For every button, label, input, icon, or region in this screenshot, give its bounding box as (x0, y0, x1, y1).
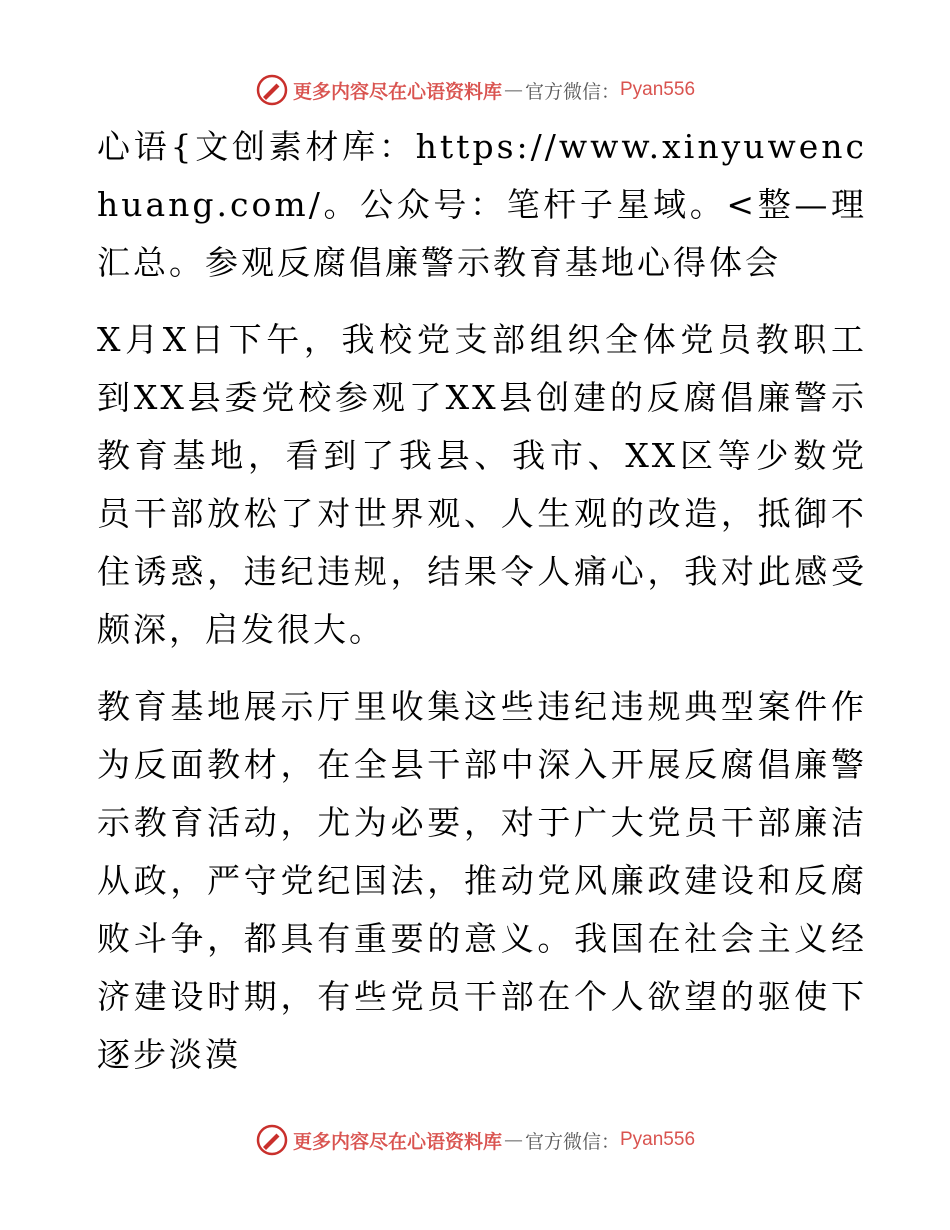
watermark-main-text: 更多内容尽在心语资料库 (292, 1130, 502, 1153)
paragraph-visit: X月X日下午，我校党支部组织全体党员教职工到XX县委党校参观了XX县创建的反腐倡廉警示教育基地，看到了我县、我市、XX区等少数党员干部放松了对世界观、人生观的改造，抵御不住诱惑，违纪违规，结果令人痛心，我对此感受颇深，启发很大。 (97, 320, 867, 649)
watermark-wechat-label: 官方微信： (524, 1130, 620, 1153)
watermark-wechat-id: Pyan556 (620, 1129, 696, 1150)
document-body (97, 118, 867, 1103)
pen-logo-icon (255, 73, 289, 107)
footer-watermark (0, 1120, 950, 1160)
watermark-dash: — (503, 79, 523, 101)
header-watermark (0, 70, 950, 110)
watermark-dash: — (503, 1129, 523, 1151)
watermark-wechat-id: Pyan556 (620, 79, 696, 100)
watermark-wechat-label: 官方微信： (524, 80, 620, 103)
watermark-main-text: 更多内容尽在心语资料库 (292, 80, 502, 103)
pen-logo-icon (255, 1123, 289, 1157)
paragraph-significance: 教育基地展示厅里收集这些违纪违规典型案件作为反面教材，在全县干部中深入开展反腐倡廉警示教育活动，尤为必要，对于广大党员干部廉洁从政，严守党纪国法，推动党风廉政建设和反腐败斗争，都具有重要的意义。我国在社会主义经济建设时期，有些党员干部在个人欲望的驱使下逐步淡漠 (97, 687, 867, 1074)
paragraph-intro: 心语{文创素材库：https://www.xinyuwenchuang.com/。公众号：笔杆子星域。<整—理汇总。参观反腐倡廉警示教育基地心得体会 (97, 127, 867, 282)
